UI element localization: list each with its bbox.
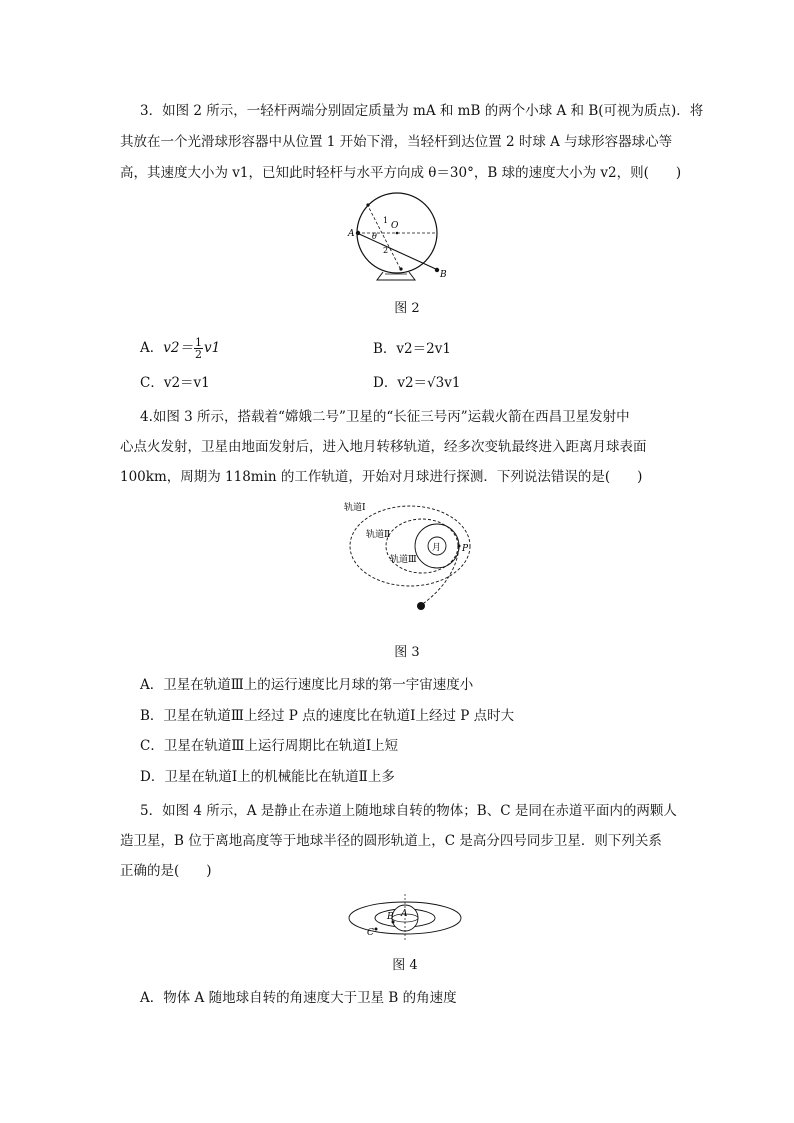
q5-line-3: 正确的是( ) [120,863,212,879]
q5-line-1: 5．如图 4 所示，A 是静止在赤道上随地球自转的物体；B、C 是同在赤道平面内的两颗人 [140,803,677,819]
sphere-center [396,232,399,235]
q4-line-1: 4.如图 3 所示，搭载着“嫦娥二号”卫星的“长征三号丙”运载火箭在西昌卫星发射中 [140,409,630,425]
q3-option-c: C．v2＝v1 [140,375,210,391]
label-b: B [440,270,447,280]
transfer-trajectory [420,548,459,606]
q3-option-a-rhs: v1 [203,340,221,356]
label-position-2: 2 [383,246,389,255]
q4-line-2: 心点火发射，卫星由地面发射后，进入地月转移轨道，经多次变轨最终进入距离月球表面 [120,439,647,455]
launch-point [417,602,425,610]
q4-option-d: D．卫星在轨道Ⅰ上的机械能比在轨道Ⅱ上多 [140,769,395,785]
q4-option-c: C．卫星在轨道Ⅲ上运行周期比在轨道Ⅰ上短 [140,738,399,754]
figure-4-earth-orbits [345,892,470,944]
q3-line-2: 其放在一个光滑球形容器中从位置 1 开始下滑，当轻杆到达位置 2 时球 A 与球形容器球心等 [120,134,673,150]
q5-option-a: A．物体 A 随地球自转的角速度大于卫星 B 的角速度 [140,990,457,1006]
q3-option-a-lhs: v2＝ [163,340,193,356]
ball-a-position-1 [366,203,369,206]
orbit-1 [350,506,470,586]
fraction-numerator: 1 [194,336,202,349]
label-o: O [391,221,399,231]
label-orbit-2: 轨道Ⅱ [366,530,391,540]
label-theta: θ [372,232,377,241]
q4-option-b: B．卫星在轨道Ⅲ上经过 P 点的速度比在轨道Ⅰ上经过 P 点时大 [140,708,515,724]
label-b: B [387,912,394,922]
label-orbit-3: 轨道Ⅲ [390,555,417,565]
q5-line-2: 造卫星，B 位于离地高度等于地球半径的圆形轨道上，C 是高分四号同步卫星．则下列关系 [120,833,662,849]
q3-option-a-fraction [194,337,203,360]
q3-option-d: D．v2＝√3v1 [373,375,461,391]
figure-2-caption: 图 2 [394,301,420,316]
ball-a [356,231,360,235]
figure-3-orbits [340,496,480,614]
point-p [458,545,461,548]
q3-option-a-prefix: A． [140,340,164,356]
q3-option-a [140,337,220,360]
q3-line-3: 高，其速度大小为 v1，已知此时轻杆与水平方向成 θ＝30°，B 球的速度大小为 v2，则( ) [120,165,682,181]
label-a: A [401,909,408,919]
label-position-1: 1 [383,216,389,225]
label-a: A [348,229,355,239]
rod-position-2 [357,233,438,270]
figure-3-caption: 图 3 [394,645,420,660]
fraction-denominator: 2 [194,348,202,361]
label-orbit-1: 轨道Ⅰ [344,503,366,513]
ball-b-position-1 [399,267,402,270]
label-c: C [367,928,374,938]
q4-line-3: 100km，周期为 118min 的工作轨道，开始对月球进行探测．下列说法错误的是( ) [120,469,643,485]
figure-4-caption: 图 4 [392,958,418,973]
q3-option-b: B．v2＝2v1 [373,341,451,357]
point-c [375,928,378,931]
q4-option-a: A．卫星在轨道Ⅲ上的运行速度比月球的第一宇宙速度小 [140,677,474,693]
label-p: P [462,544,469,554]
figure-2-sphere-container [345,190,465,288]
ball-b [435,268,439,272]
q3-line-1: 3．如图 2 所示，一轻杆两端分别固定质量为 mA 和 mB 的两个小球 A 和 B(可视为质点)．将 [140,103,704,119]
label-moon: 月 [432,543,442,553]
